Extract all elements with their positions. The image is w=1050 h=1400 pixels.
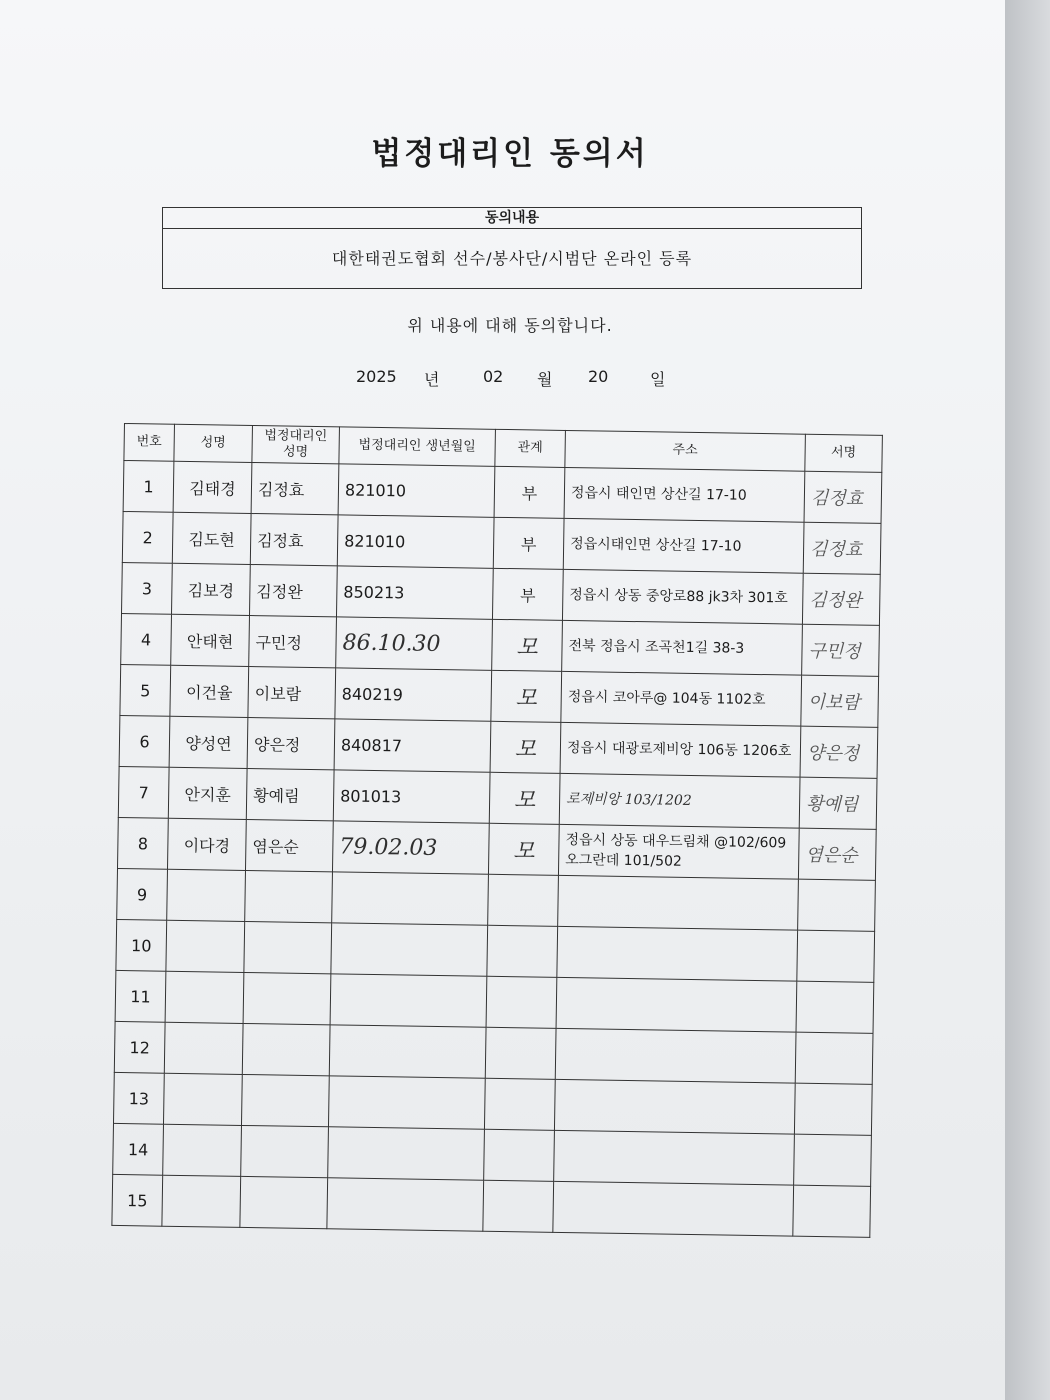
header-name: 성명 (174, 424, 253, 462)
row-number: 1 (123, 461, 174, 513)
row-number: 6 (119, 715, 170, 767)
row-relation (486, 976, 557, 1028)
row-address (554, 1079, 795, 1134)
row-address: 정읍시 상동 대우드림채 @102/609 오그란데 101/502 (558, 824, 799, 879)
row-signature: 양은정 (800, 726, 878, 778)
row-guardian-name: 황예림 (246, 768, 334, 820)
row-number: 11 (115, 970, 166, 1022)
row-guardian-name (244, 921, 332, 973)
row-guardian-birth: 821010 (338, 464, 495, 517)
row-name: 안지훈 (168, 767, 247, 819)
row-guardian-name: 김정완 (249, 565, 337, 617)
row-number: 9 (117, 868, 168, 920)
row-guardian-birth: 821010 (337, 515, 494, 568)
row-name (163, 1124, 242, 1176)
row-guardian-birth (330, 974, 487, 1027)
row-relation (484, 1129, 555, 1181)
header-guardian-name: 법정대리인 성명 (252, 426, 340, 464)
date-month-unit: 월 (537, 370, 553, 389)
row-name: 안태현 (171, 614, 250, 666)
row-guardian-name: 염은순 (245, 819, 333, 871)
date-year-unit: 년 (424, 370, 440, 389)
row-number: 13 (113, 1072, 164, 1124)
row-name (162, 1175, 241, 1227)
row-address (555, 1028, 796, 1083)
row-name (166, 920, 245, 972)
row-relation: 모 (488, 823, 559, 875)
row-address (557, 926, 798, 981)
header-guardian-birth: 법정대리인 생년월일 (339, 427, 496, 466)
row-name (167, 869, 246, 921)
row-number: 3 (122, 562, 173, 614)
document-title: 법정대리인 동의서 (371, 136, 649, 172)
row-name: 양성연 (169, 716, 248, 768)
header-number: 번호 (124, 424, 175, 462)
background-surface (1005, 0, 1050, 1400)
row-address: 전북 정읍시 조곡천1길 38-3 (562, 620, 803, 675)
row-address (553, 1181, 794, 1236)
row-signature: 김정효 (803, 522, 881, 574)
row-guardian-birth (328, 1127, 485, 1180)
row-number: 10 (116, 919, 167, 971)
row-relation: 모 (492, 619, 563, 671)
row-guardian-name: 김정효 (250, 514, 338, 566)
row-address: 정읍시 코아루@ 104동 1102호 (561, 671, 802, 726)
row-signature (796, 981, 874, 1033)
row-name: 이건율 (170, 665, 249, 717)
row-number: 4 (121, 613, 172, 665)
row-address: 로제비앙 103/1202 (559, 773, 800, 828)
date-year: 2025 (356, 367, 397, 386)
row-relation: 부 (492, 568, 563, 620)
row-relation (485, 1027, 556, 1079)
row-signature: 황예림 (799, 777, 877, 829)
row-guardian-name (245, 870, 333, 922)
row-relation: 모 (491, 670, 562, 722)
row-address: 정읍시 태인면 상산길 17-10 (564, 467, 805, 522)
row-relation (484, 1078, 555, 1130)
row-signature (794, 1083, 872, 1135)
row-guardian-name: 김정효 (251, 463, 339, 515)
row-relation: 모 (490, 721, 561, 773)
row-address (556, 977, 797, 1032)
row-name (164, 1022, 243, 1074)
row-guardian-name (240, 1176, 328, 1228)
row-guardian-birth (328, 1076, 485, 1129)
row-number: 7 (118, 766, 169, 818)
row-number: 15 (112, 1174, 163, 1226)
row-signature (797, 930, 875, 982)
row-guardian-birth (329, 1025, 486, 1078)
row-guardian-name: 양은정 (247, 717, 335, 769)
row-signature: 이보람 (801, 675, 879, 727)
row-address (558, 875, 799, 930)
date-day-unit: 일 (650, 370, 666, 389)
consent-body: 대한태권도협회 선수/봉사단/시범단 온라인 등록 (331, 249, 693, 268)
row-name (163, 1073, 242, 1125)
consent-header: 동의내용 (163, 208, 861, 229)
row-guardian-birth (327, 1178, 484, 1231)
row-signature: 구민정 (802, 624, 880, 676)
row-guardian-birth: 86.10.30 (336, 617, 493, 670)
row-guardian-name: 이보람 (248, 666, 336, 718)
row-name: 김태경 (173, 461, 252, 513)
header-relation: 관계 (495, 429, 566, 467)
row-guardian-birth: 79.02.03 (332, 821, 489, 874)
document-date (0, 367, 1050, 389)
row-guardian-name (243, 972, 331, 1024)
row-name (165, 971, 244, 1023)
row-address (554, 1130, 795, 1185)
row-address: 정읍시 상동 중앙로88 jk3차 301호 (562, 569, 803, 624)
row-relation: 모 (489, 772, 560, 824)
row-guardian-birth (332, 872, 489, 925)
date-day: 20 (588, 367, 609, 386)
row-guardian-name (241, 1125, 329, 1177)
row-signature (794, 1134, 872, 1186)
row-guardian-birth: 840817 (334, 719, 491, 772)
row-number: 2 (122, 511, 173, 563)
row-relation (488, 874, 559, 926)
consent-box (162, 207, 862, 289)
row-guardian-name (242, 1023, 330, 1075)
row-signature: 김정효 (804, 471, 882, 523)
row-address: 정읍시 대광로제비앙 106동 1206호 (560, 722, 801, 777)
row-signature: 김정완 (802, 573, 880, 625)
row-signature (795, 1032, 873, 1084)
row-signature (793, 1185, 871, 1237)
guardian-table-wrapper (111, 423, 882, 1238)
row-guardian-birth (331, 923, 488, 976)
row-relation: 부 (494, 466, 565, 518)
row-signature (798, 879, 876, 931)
row-number: 12 (114, 1021, 165, 1073)
row-guardian-name (241, 1074, 329, 1126)
row-number: 5 (120, 664, 171, 716)
row-address: 정읍시태인면 상산길 17-10 (563, 518, 804, 573)
guardian-table (111, 423, 883, 1238)
header-address: 주소 (565, 430, 806, 471)
agreement-statement: 위 내용에 대해 동의합니다. (407, 316, 613, 335)
row-guardian-name: 구민정 (249, 615, 337, 667)
row-name: 김보경 (172, 563, 251, 615)
header-signature: 서명 (805, 434, 883, 472)
date-month: 02 (483, 367, 504, 386)
row-relation: 부 (493, 517, 564, 569)
row-name: 이다경 (167, 818, 246, 870)
row-number: 14 (113, 1123, 164, 1175)
row-guardian-birth: 840219 (335, 668, 492, 721)
row-guardian-birth: 850213 (336, 566, 493, 619)
row-relation (487, 925, 558, 977)
row-relation (483, 1180, 554, 1232)
row-number: 8 (118, 817, 169, 869)
row-signature: 염은순 (798, 828, 876, 880)
row-guardian-birth: 801013 (333, 770, 490, 823)
row-name: 김도현 (172, 512, 251, 564)
